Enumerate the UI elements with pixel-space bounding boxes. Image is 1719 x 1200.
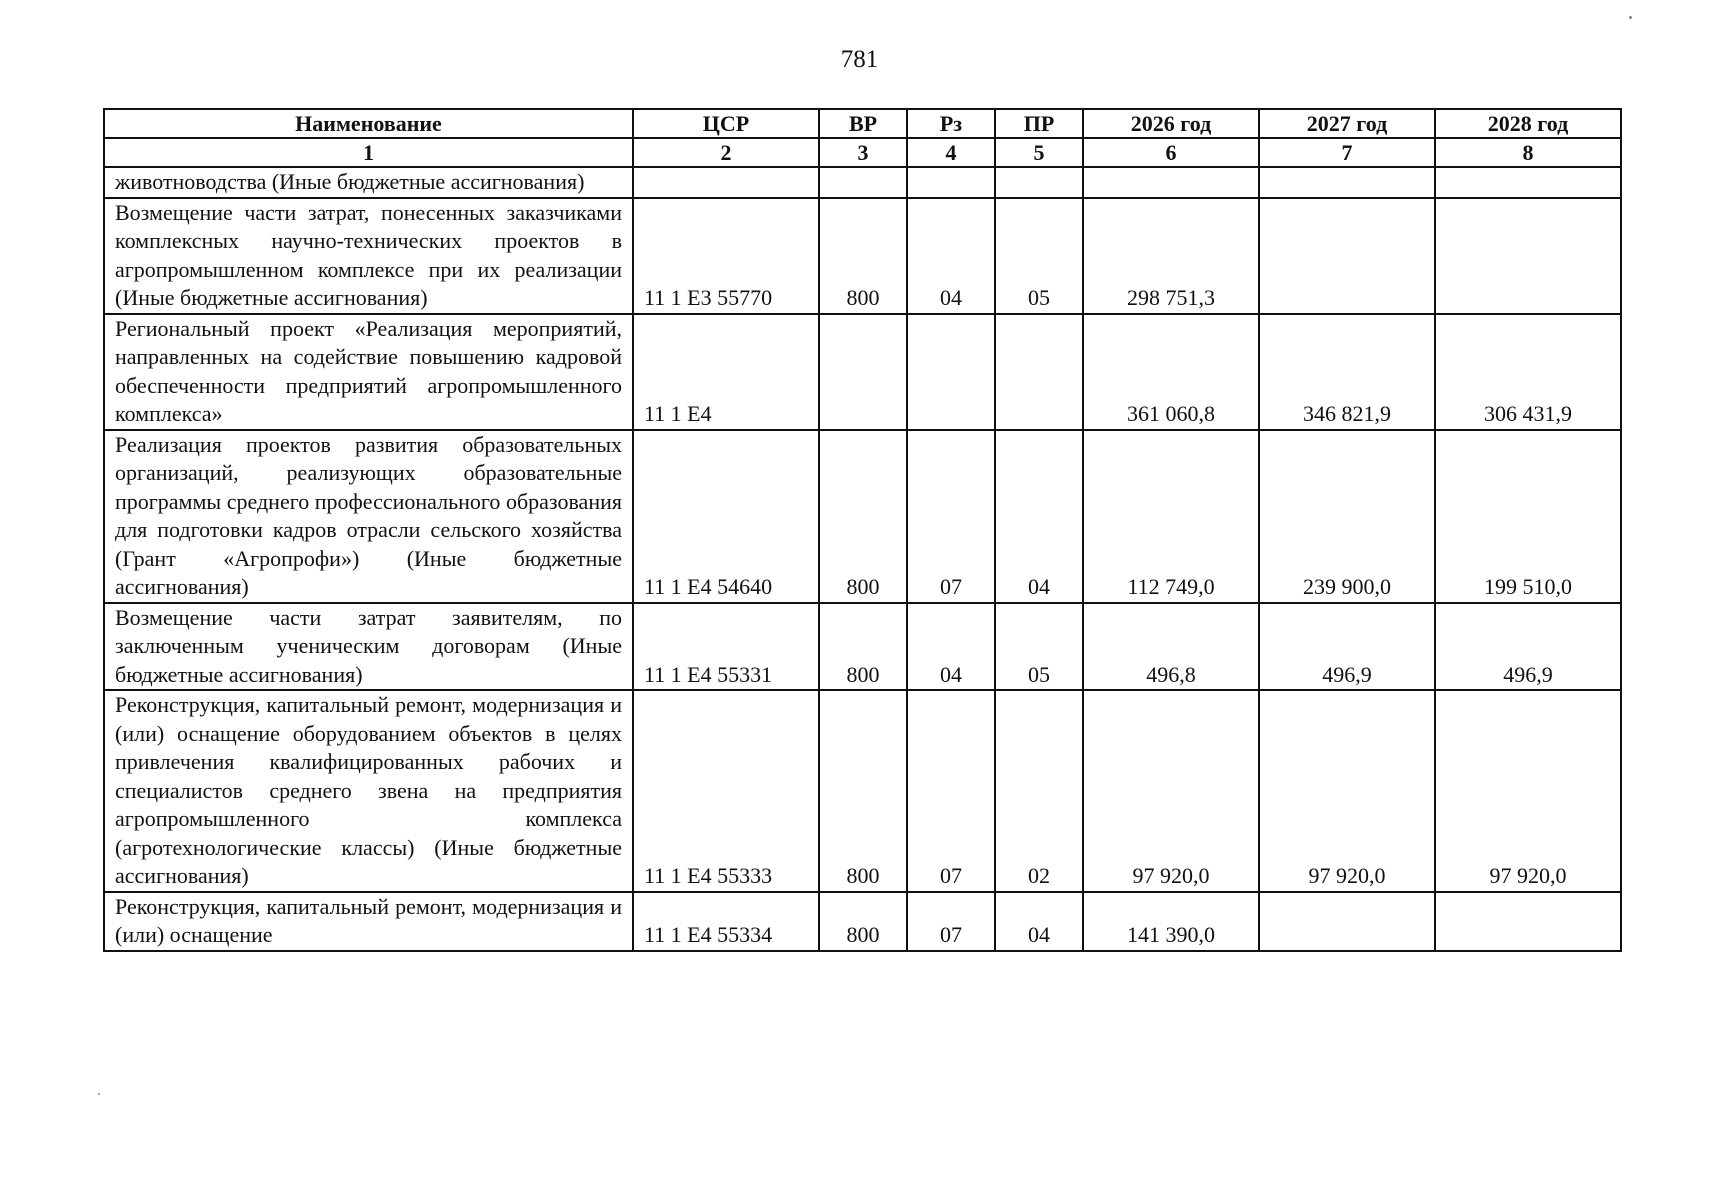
row-vr: 800	[819, 198, 907, 314]
header-cell-2027: 2027 год	[1259, 109, 1435, 138]
column-number: 6	[1083, 138, 1259, 167]
row-pr	[995, 314, 1083, 430]
row-name: Реконструкция, капитальный ремонт, модернизация и (или) оснащение оборудованием объектов в целях привлечения квалифицированных рабочих и специалистов среднего звена на предприятия агропромышленного комплекса (агротехнологические классы) (Иные бюджетные ассигнования)	[104, 690, 633, 892]
header-cell-2028: 2028 год	[1435, 109, 1621, 138]
row-vr: 800	[819, 690, 907, 892]
column-number: 2	[633, 138, 819, 167]
row-pr	[995, 167, 1083, 198]
column-number: 7	[1259, 138, 1435, 167]
row-amount-2028: 306 431,9	[1435, 314, 1621, 430]
row-amount-2027	[1259, 167, 1435, 198]
row-csr: 11 1 Е4	[633, 314, 819, 430]
row-rz	[907, 314, 995, 430]
row-amount-2028	[1435, 892, 1621, 951]
table-row	[104, 892, 1621, 951]
row-csr: 11 1 Е4 55333	[633, 690, 819, 892]
header-cell-pr: ПР	[995, 109, 1083, 138]
row-name: Возмещение части затрат, понесенных заказчиками комплексных научно-технических проектов в агропромышленном комплексе при их реализации (Иные бюджетные ассигнования)	[104, 198, 633, 314]
row-pr: 04	[995, 892, 1083, 951]
row-amount-2026: 97 920,0	[1083, 690, 1259, 892]
row-amount-2027	[1259, 892, 1435, 951]
row-csr: 11 1 Е4 55331	[633, 603, 819, 691]
row-name: Возмещение части затрат заявителям, по заключенным ученическим договорам (Иные бюджетные ассигнования)	[104, 603, 633, 691]
scan-speck	[98, 1093, 100, 1095]
page-number: 781	[840, 46, 879, 73]
table-row	[104, 603, 1621, 691]
column-number: 8	[1435, 138, 1621, 167]
row-pr: 04	[995, 430, 1083, 603]
row-amount-2028	[1435, 167, 1621, 198]
row-vr: 800	[819, 892, 907, 951]
row-csr: 11 1 Е3 55770	[633, 198, 819, 314]
row-amount-2026: 112 749,0	[1083, 430, 1259, 603]
row-amount-2028: 199 510,0	[1435, 430, 1621, 603]
row-name: Реализация проектов развития образовательных организаций, реализующих образовательные программы среднего профессионального образования для подготовки кадров отрасли сельского хозяйства (Грант «Агропрофи») (Иные бюджетные ассигнования)	[104, 430, 633, 603]
column-number: 5	[995, 138, 1083, 167]
column-number: 4	[907, 138, 995, 167]
row-vr	[819, 314, 907, 430]
table-row	[104, 198, 1621, 314]
row-amount-2026: 496,8	[1083, 603, 1259, 691]
table-header	[104, 109, 1621, 167]
row-name: Реконструкция, капитальный ремонт, модернизация и (или) оснащение	[104, 892, 633, 951]
budget-table	[103, 108, 1622, 952]
row-amount-2028	[1435, 198, 1621, 314]
row-rz	[907, 167, 995, 198]
column-number-row	[104, 138, 1621, 167]
header-cell-rz: Рз	[907, 109, 995, 138]
table-row	[104, 314, 1621, 430]
row-amount-2026: 298 751,3	[1083, 198, 1259, 314]
table-row	[104, 430, 1621, 603]
header-cell-2026: 2026 год	[1083, 109, 1259, 138]
table-body	[104, 167, 1621, 951]
row-amount-2027	[1259, 198, 1435, 314]
row-vr: 800	[819, 603, 907, 691]
row-amount-2026	[1083, 167, 1259, 198]
row-rz: 04	[907, 603, 995, 691]
header-cell-csr: ЦСР	[633, 109, 819, 138]
row-pr: 05	[995, 603, 1083, 691]
column-number: 1	[104, 138, 633, 167]
header-cell-vr: ВР	[819, 109, 907, 138]
row-rz: 07	[907, 892, 995, 951]
row-amount-2027: 97 920,0	[1259, 690, 1435, 892]
row-name: Региональный проект «Реализация мероприятий, направленных на содействие повышению кадровой обеспеченности предприятий агропромышленного комплекса»	[104, 314, 633, 430]
row-amount-2026: 141 390,0	[1083, 892, 1259, 951]
row-amount-2027: 346 821,9	[1259, 314, 1435, 430]
row-pr: 02	[995, 690, 1083, 892]
header-cell-name: Наименование	[104, 109, 633, 138]
header-row	[104, 109, 1621, 138]
row-vr	[819, 167, 907, 198]
row-csr: 11 1 Е4 54640	[633, 430, 819, 603]
table-row	[104, 167, 1621, 198]
table-row	[104, 690, 1621, 892]
row-rz: 07	[907, 690, 995, 892]
row-amount-2026: 361 060,8	[1083, 314, 1259, 430]
row-vr: 800	[819, 430, 907, 603]
row-amount-2028: 97 920,0	[1435, 690, 1621, 892]
row-rz: 04	[907, 198, 995, 314]
column-number: 3	[819, 138, 907, 167]
row-pr: 05	[995, 198, 1083, 314]
row-amount-2028: 496,9	[1435, 603, 1621, 691]
scan-speck	[1629, 16, 1632, 19]
row-amount-2027: 496,9	[1259, 603, 1435, 691]
row-amount-2027: 239 900,0	[1259, 430, 1435, 603]
row-csr: 11 1 Е4 55334	[633, 892, 819, 951]
row-name: животноводства (Иные бюджетные ассигнования)	[104, 167, 633, 198]
row-rz: 07	[907, 430, 995, 603]
row-csr	[633, 167, 819, 198]
